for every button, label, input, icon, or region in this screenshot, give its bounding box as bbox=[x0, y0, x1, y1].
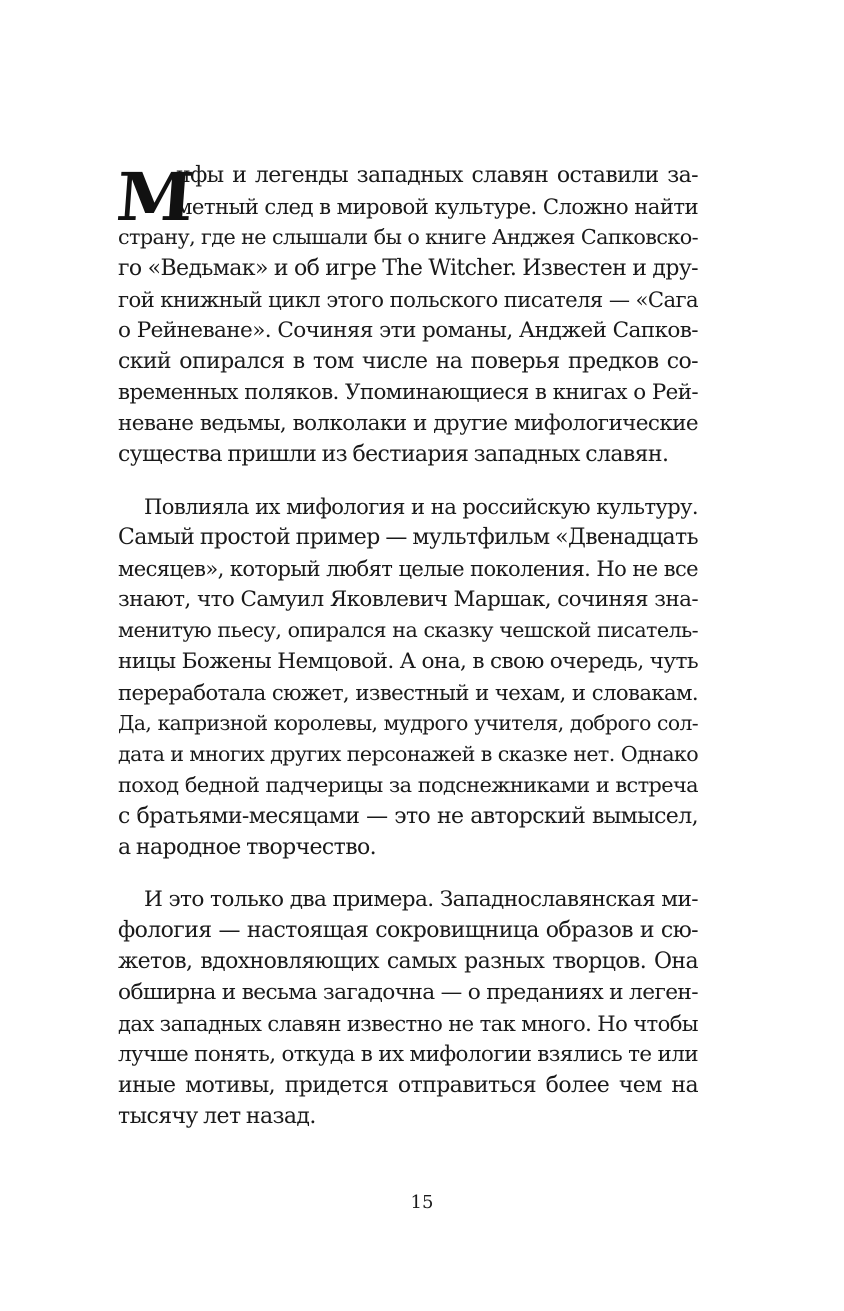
text-line: гой книжный цикл этого польского писателя — «Сага bbox=[118, 287, 698, 312]
text-line: фология — настоящая сокровищница образов и сю- bbox=[118, 918, 698, 943]
paragraph-spacer bbox=[118, 470, 698, 491]
paragraph-3 bbox=[118, 884, 698, 1132]
text-line: тысячу лет назад. bbox=[118, 1104, 316, 1129]
text-line: обширна и весьма загадочна — о преданиях и леген- bbox=[118, 980, 698, 1005]
text-line: ницы Божены Немцовой. А она, в свою очередь, чуть bbox=[118, 649, 698, 674]
text-line: временных поляков. Упоминающиеся в книгах о Рей- bbox=[118, 380, 698, 405]
text-line: существа пришли из бестиария западных славян. bbox=[118, 442, 669, 467]
text-line: дах западных славян известно не так много. Но чтобы bbox=[118, 1011, 698, 1036]
text-line: неване ведьмы, волколаки и другие мифологические bbox=[118, 411, 698, 436]
text-line: месяцев», который любят целые поколения. Но не все bbox=[118, 556, 698, 581]
text-line: с братьями-месяцами — это не авторский вымысел, bbox=[118, 804, 698, 829]
text-line: жетов, вдохновляющих самых разных творцов. Она bbox=[118, 949, 698, 974]
text-line: ский опирался в том числе на поверья предков со- bbox=[118, 349, 698, 374]
paragraph-2 bbox=[118, 491, 698, 863]
text-line: Самый простой пример — мультфильм «Двенадцать bbox=[118, 525, 698, 550]
text-line: иные мотивы, придется отправиться более чем на bbox=[118, 1073, 698, 1098]
body-text bbox=[113, 158, 698, 1132]
text-line: страну, где не слышали бы о книге Анджея Сапковско- bbox=[118, 225, 698, 249]
text-line: лучше понять, откуда в их мифологии взялись те или bbox=[118, 1042, 698, 1067]
text-line: переработала сюжет, известный и чехам, и словакам. bbox=[118, 680, 698, 705]
drop-cap: М bbox=[113, 158, 197, 236]
text-line: менитую пьесу, опирался на сказку чешской писатель- bbox=[118, 618, 698, 642]
text-line: Повлияла их мифология и на российскую культуру. bbox=[144, 494, 698, 519]
text-line: а народное творчество. bbox=[118, 835, 377, 860]
text-line: поход бедной падчерицы за подснежниками и встреча bbox=[118, 773, 698, 797]
text-line: метный след в мировой культуре. Сложно найти bbox=[176, 194, 698, 219]
text-line: Да, капризной королевы, мудрого учителя, доброго сол- bbox=[118, 711, 698, 735]
paragraph-spacer bbox=[118, 863, 698, 884]
text-line: И это только два примера. Западнославянская ми- bbox=[144, 887, 698, 912]
text-line: о Рейневане». Сочиняя эти романы, Анджей Сапков- bbox=[118, 318, 698, 343]
paragraph-1 bbox=[118, 160, 698, 470]
page-number: 15 bbox=[410, 1192, 434, 1213]
text-line: ифы и легенды западных славян оставили за- bbox=[176, 163, 698, 188]
text-line: дата и многих других персонажей в сказке нет. Однако bbox=[118, 742, 698, 766]
text-line: го «Ведьмак» и об игре The Witcher. Известен и дру- bbox=[118, 256, 698, 281]
text-line: знают, что Самуил Яковлевич Маршак, сочиняя зна- bbox=[118, 587, 698, 612]
